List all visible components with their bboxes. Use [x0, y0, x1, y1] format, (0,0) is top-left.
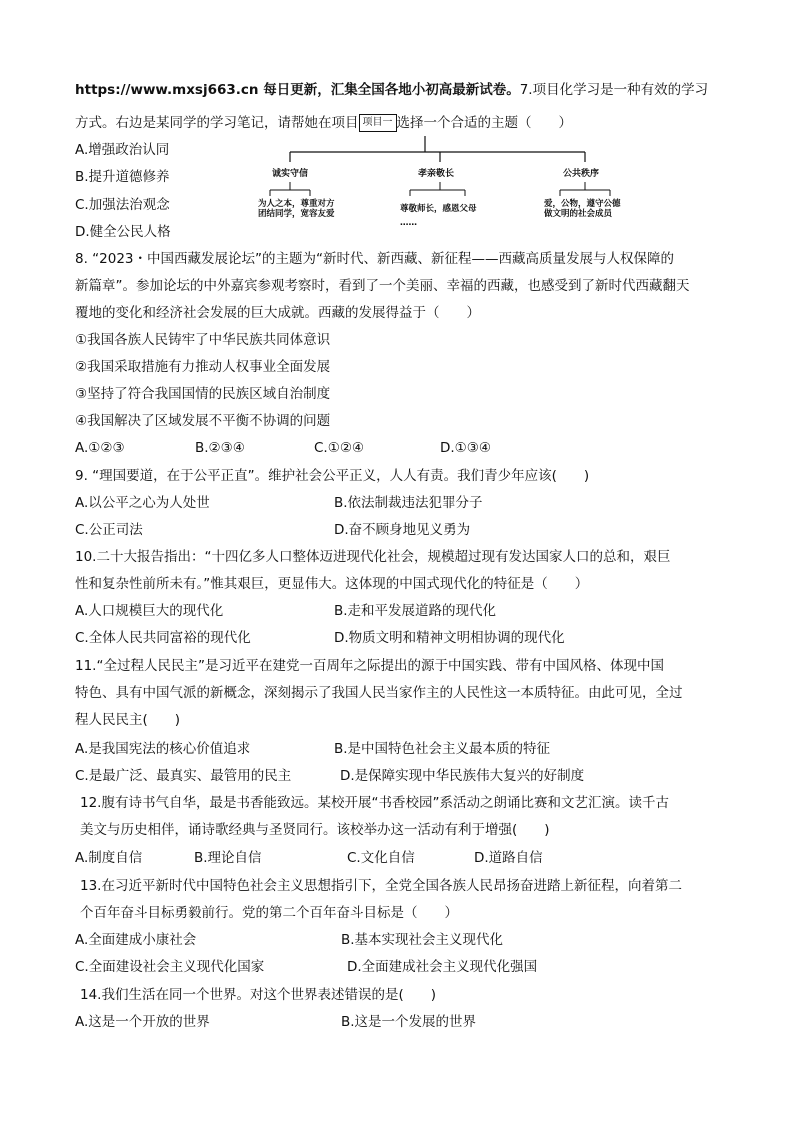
- mind-map-sub-1: 为人之本，尊重对方: [258, 199, 335, 209]
- q13-option-c[interactable]: C.全面建设社会主义现代化国家: [75, 959, 265, 975]
- q8-statement-2: ②我国采取措施有力推动人权事业全面发展: [75, 359, 331, 375]
- q8-option-b[interactable]: B.②③④: [195, 440, 245, 456]
- mind-map-sub-3: 尊敬师长，感恩父母: [400, 204, 477, 214]
- q7-mind-map: [250, 110, 640, 230]
- q7-stem-text-b: 选择一个合适的主题（ ）: [396, 115, 572, 131]
- q8-statement-1: ①我国各族人民铸牢了中华民族共同体意识: [75, 332, 331, 348]
- q11-stem-line3: 程人民民主( ): [75, 712, 181, 728]
- q8-statement-4: ④我国解决了区域发展不平衡不协调的问题: [75, 413, 331, 429]
- q12-stem-line2: 美文与历史相伴，诵诗歌经典与圣贤同行。该校举办这一活动有利于增强( ): [80, 822, 550, 838]
- mind-map-sub-5: 爱，公物，遵守公德: [544, 199, 621, 209]
- q10-option-c[interactable]: C.全体人民共同富裕的现代化: [75, 630, 251, 646]
- q10-stem-line2: 性和复杂性前所未有。”惟其艰巨，更显伟大。这体现的中国式现代化的特征是（ ）: [75, 576, 589, 592]
- q9-option-a[interactable]: A.以公平之心为人处世: [75, 495, 210, 511]
- source-url-link[interactable]: https://www.mxsj663.cn: [75, 82, 259, 98]
- q13-option-a[interactable]: A.全面建成小康社会: [75, 932, 197, 948]
- q11-option-a[interactable]: A.是我国宪法的核心价值追求: [75, 741, 251, 757]
- q9-option-d[interactable]: D.奋不顾身地见义勇为: [334, 522, 471, 538]
- q7-blank-hint: 项目: [362, 117, 383, 128]
- q7-option-c[interactable]: C.加强法治观念: [75, 197, 170, 213]
- header-notice: 每日更新，汇集全国各地小初高最新试卷。: [258, 82, 520, 98]
- q9-option-c[interactable]: C.公正司法: [75, 522, 143, 538]
- q11-option-c[interactable]: C.是最广泛、最真实、最管用的民主: [75, 768, 292, 784]
- q13-option-d[interactable]: D.全面建成社会主义现代化强国: [347, 959, 538, 975]
- mind-map-sub-2: 团结同学，宽容友爱: [258, 209, 335, 219]
- q8-option-c[interactable]: C.①②④: [314, 440, 365, 456]
- q11-stem-line2: 特色、具有中国气派的新概念，深刻揭示了我国人民当家作主的人民性这一本质特征。由此可见，全过: [75, 685, 683, 701]
- q12-option-d[interactable]: D.道路自信: [474, 850, 543, 866]
- q13-option-b[interactable]: B.基本实现社会主义现代化: [341, 932, 504, 948]
- mind-map-node-filial: 孝亲敬长: [418, 169, 455, 179]
- q14-option-a[interactable]: A.这是一个开放的世界: [75, 1014, 210, 1030]
- q11-stem-line1: 11.“全过程人民民主”是习近平在建党一百周年之际提出的源于中国实践、带有中国风格、体现中国: [75, 658, 664, 674]
- q12-option-c[interactable]: C.文化自信: [347, 850, 415, 866]
- q8-stem-line3: 覆地的变化和经济社会发展的巨大成就。西藏的发展得益于（ ）: [75, 305, 480, 321]
- q8-statement-3: ③坚持了符合我国国情的民族区域自治制度: [75, 386, 331, 402]
- q14-option-b[interactable]: B.这是一个发展的世界: [341, 1014, 477, 1030]
- q13-stem-line1: 13.在习近平新时代中国特色社会主义思想指引下，全党全国各族人民昂扬奋进踏上新征程，向着第二: [80, 878, 682, 894]
- q14-stem: 14.我们生活在同一个世界。对这个世界表述错误的是( ): [80, 987, 437, 1003]
- mind-map-sub-6: 做文明的社会成员: [544, 209, 613, 219]
- q13-stem-line2: 个百年奋斗目标勇毅前行。党的第二个百年奋斗目标是（ ）: [80, 905, 458, 921]
- q9-stem: 9. “理国要道，在于公平正直”。维护社会公平正义，人人有责。我们青少年应该( ): [75, 468, 590, 484]
- q7-option-b[interactable]: B.提升道德修养: [75, 169, 170, 185]
- q10-stem-line1: 10.二十大报告指出：“十四亿多人口整体迈进现代化社会，规模超过现有发达国家人口的总和，艰巨: [75, 549, 671, 565]
- q8-option-a[interactable]: A.①②③: [75, 440, 125, 456]
- q7-stem-text-a: 方式。右边是某同学的学习笔记，请帮她在项目: [75, 115, 359, 131]
- q10-option-a[interactable]: A.人口规模巨大的现代化: [75, 603, 224, 619]
- q7-stem-start: 7.项目化学习是一种有效的学习: [519, 82, 709, 98]
- q11-option-d[interactable]: D.是保障实现中华民族伟大复兴的好制度: [340, 768, 585, 784]
- q7-blank-box: 项目一: [359, 114, 397, 132]
- q12-option-a[interactable]: A.制度自信: [75, 850, 143, 866]
- mind-map-node-honesty: 诚实守信: [272, 169, 309, 179]
- q7-option-a[interactable]: A.增强政治认同: [75, 142, 170, 158]
- q8-option-d[interactable]: D.①③④: [440, 440, 491, 456]
- q10-option-b[interactable]: B.走和平发展道路的现代化: [334, 603, 497, 619]
- q8-stem-line1: 8. “2023・中国西藏发展论坛”的主题为“新时代、新西藏、新征程——西藏高质量发展与人权保障的: [75, 251, 675, 267]
- q12-option-b[interactable]: B.理论自信: [194, 850, 262, 866]
- q10-option-d[interactable]: D.物质文明和精神文明相协调的现代化: [334, 630, 565, 646]
- q7-option-d[interactable]: D.健全公民人格: [75, 224, 171, 240]
- q12-stem-line1: 12.腹有诗书气自华，最是书香能致远。某校开展“书香校园”系活动之朗诵比赛和文艺汇演。读千古: [80, 795, 669, 811]
- header-url-line: [75, 80, 708, 100]
- mind-map-node-public-order: 公共秩序: [563, 169, 600, 179]
- mind-map-sub-4: ……: [400, 218, 417, 228]
- q9-option-b[interactable]: B.依法制裁违法犯罪分子: [334, 495, 483, 511]
- q8-stem-line2: 新篇章”。参加论坛的中外嘉宾参观考察时，看到了一个美丽、幸福的西藏，也感受到了新时代西藏翻天: [75, 278, 690, 294]
- q11-option-b[interactable]: B.是中国特色社会主义最本质的特征: [334, 741, 551, 757]
